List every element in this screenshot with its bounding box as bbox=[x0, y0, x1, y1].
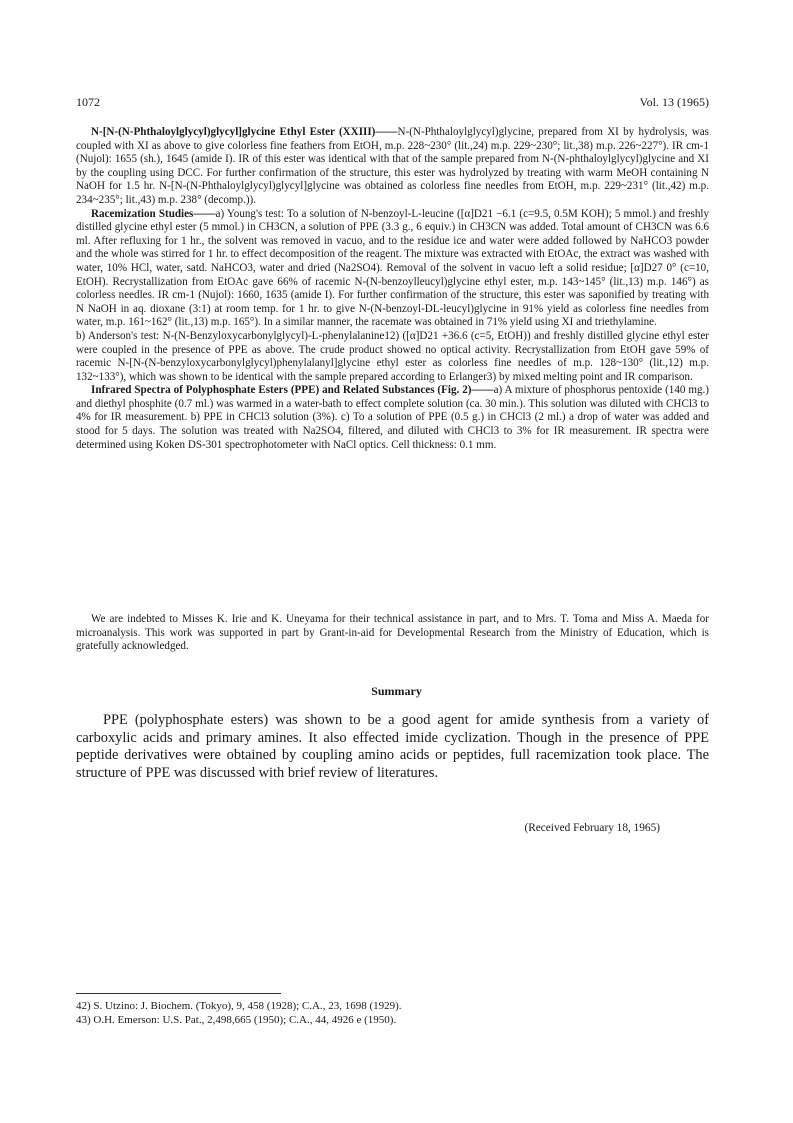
footnote-43: 43) O.H. Emerson: U.S. Pat., 2,498,665 (1950); C.A., 44, 4926 e (1950). bbox=[76, 1014, 397, 1026]
acknowledgement bbox=[76, 613, 709, 654]
paragraph-racemization bbox=[76, 208, 709, 330]
summary-text: PPE (polyphosphate esters) was shown to be a good agent for amide synthesis from a variety of carboxylic acids and primary amines. It also effected imide cyclization. Though in the presence of PPE peptide derivatives were obtained by coupling amino acids or peptides, full racemization took place. The structure of PPE was discussed with brief review of literatures. bbox=[76, 712, 709, 781]
page-number: 1072 bbox=[76, 95, 100, 109]
text-racemization-b: b) Anderson's test: N-(N-Benzyloxycarbonylglycyl)-L-phenylalanine12) ([α]D21 +36.6 (c=5, EtOH)) and freshly distilled glycine ethyl ester were coupled in the presence of PPE as above. The crude product showed no optical activity. Recrystallization from EtOH gave 59% of racemic N-[N-(N-benzyloxycarbonylglycyl)phenylalanyl]glycine ethyl ester as colorless fine needles of m.p. 128~130° (lit.,12) m.p. 132~133°), which was shown to be identical with the sample prepared according to Erlanger3) by mixed melting point and IR comparison. bbox=[76, 329, 709, 383]
experimental-text bbox=[76, 126, 709, 452]
footnotes bbox=[76, 999, 709, 1027]
acknowledgement-text: We are indebted to Misses K. Irie and K. Uneyama for their technical assistance in part, and to Mrs. T. Toma and Miss A. Maeda for microanalysis. This work was supported in part by Grant-in-aid for Developmental Research from the Ministry of Education, which is gratefully acknowledged. bbox=[76, 613, 709, 653]
summary-heading: Summary bbox=[371, 684, 422, 698]
footnote-42: 42) S. Utzino: J. Biochem. (Tokyo), 9, 458 (1928); C.A., 23, 1698 (1929). bbox=[76, 1000, 402, 1012]
paragraph-ester-xxiii bbox=[76, 126, 709, 208]
page-header bbox=[76, 95, 709, 113]
text-racemization-a: a) Young's test: To a solution of N-benzoyl-L-leucine ([α]D21 −6.1 (c=9.5, 0.5M KOH); 5 mmol.) and freshly distilled glycine ethyl ester (5 mmol.) in CH3CN, a solution of PPE (3.3 g., 6 equiv.) in CH3CN was added. Total amount of CH3CN was 6.6 ml. After refluxing for 1 hr., the solvent was removed in vacuo, and to the residue ice and water were added followed by NaHCO3 powder and the whole was stirred for 1 hr. to effect decomposition of the reagent. The mixture was extracted with EtOAc, the extract was washed with water, 10% HCl, water, satd. NaHCO3, water and dried (Na2SO4). Removal of the solvent in vacuo left a solid residue; [α]D27 0° (c=10, EtOH). Recrystallization from EtOAc gave 66% of racemic N-(N-benzoylleucyl)glycine ethyl ester, m.p. 143~145° (lit.,13) m.p. 146°) as colorless needles. IR cm-1 (Nujol): 1660, 1635 (amide I). For further confirmation of the structure, this ester was saponified by treating with N NaOH in aq. dioxane (3:1) at room temp. for 1 hr. to give N-(N-benzoyl-DL-leucyl)glycine in 91% yield as colorless fine needles from water, m.p. 161~162° (lit.,13) m.p. 165°). In a similar manner, the racemate was obtained in 71% yield using XI and triethylamine. bbox=[76, 207, 709, 329]
text-ester-xxiii: N-(N-Phthaloylglycyl)glycine, prepared from XI by hydrolysis, was coupled with XI as above to give colorless fine feathers from EtOH, m.p. 228~230° (lit.,24) m.p. 229~230°; lit.,38) m.p. 226~227°). IR cm-1 (Nujol): 1655 (sh.), 1645 (amide I). IR of this ester was identical with that of the sample prepared from N-(N-phthaloylglycyl)glycine and XI by the coupling using DCC. For further confirmation of the structure, this ester was hydrolyzed by treating with warm MeOH containing N NaOH for 1.5 hr. N-[N-(N-Phthaloylglycyl)glycyl]glycine was obtained as colorless fine needles from EtOH, m.p. 229~231° (lit.,42) m.p. 234~235°; lit.,43) m.p. 238° (decomp.)). bbox=[76, 126, 709, 206]
paragraph-infrared bbox=[76, 384, 709, 452]
text-infrared: a) A mixture of phosphorus pentoxide (140 mg.) and diethyl phosphite (0.7 ml.) was warmed in a water-bath to effect complete solution (ca. 30 min.). This solution was diluted with CHCl3 to 4% for IR measurement. b) PPE in CHCl3 solution (3%). c) To a solution of PPE (0.5 g.) in CHCl3 (2 ml.) a drop of water was added and stood for 5 days. The solution was treated with Na2SO4, filtered, and diluted with CHCl3 to 3% for IR measurement. IR spectra were determined using Koken DS-301 spectrophotometer with NaCl optics. Cell thickness: 0.1 mm. bbox=[76, 384, 709, 451]
volume-label: Vol. 13 (1965) bbox=[639, 95, 709, 109]
received-date: (Received February 18, 1965) bbox=[524, 822, 660, 834]
summary-body bbox=[76, 712, 709, 782]
footnote-rule bbox=[76, 993, 281, 994]
heading-infrared: Infrared Spectra of Polyphosphate Esters (PPE) and Related Substances (Fig. 2)—— bbox=[91, 384, 494, 397]
heading-ester-xxiii: N-[N-(N-Phthaloylglycyl)glycyl]glycine Ethyl Ester (XXIII)—— bbox=[91, 126, 398, 138]
heading-racemization: Racemization Studies—— bbox=[91, 207, 216, 220]
